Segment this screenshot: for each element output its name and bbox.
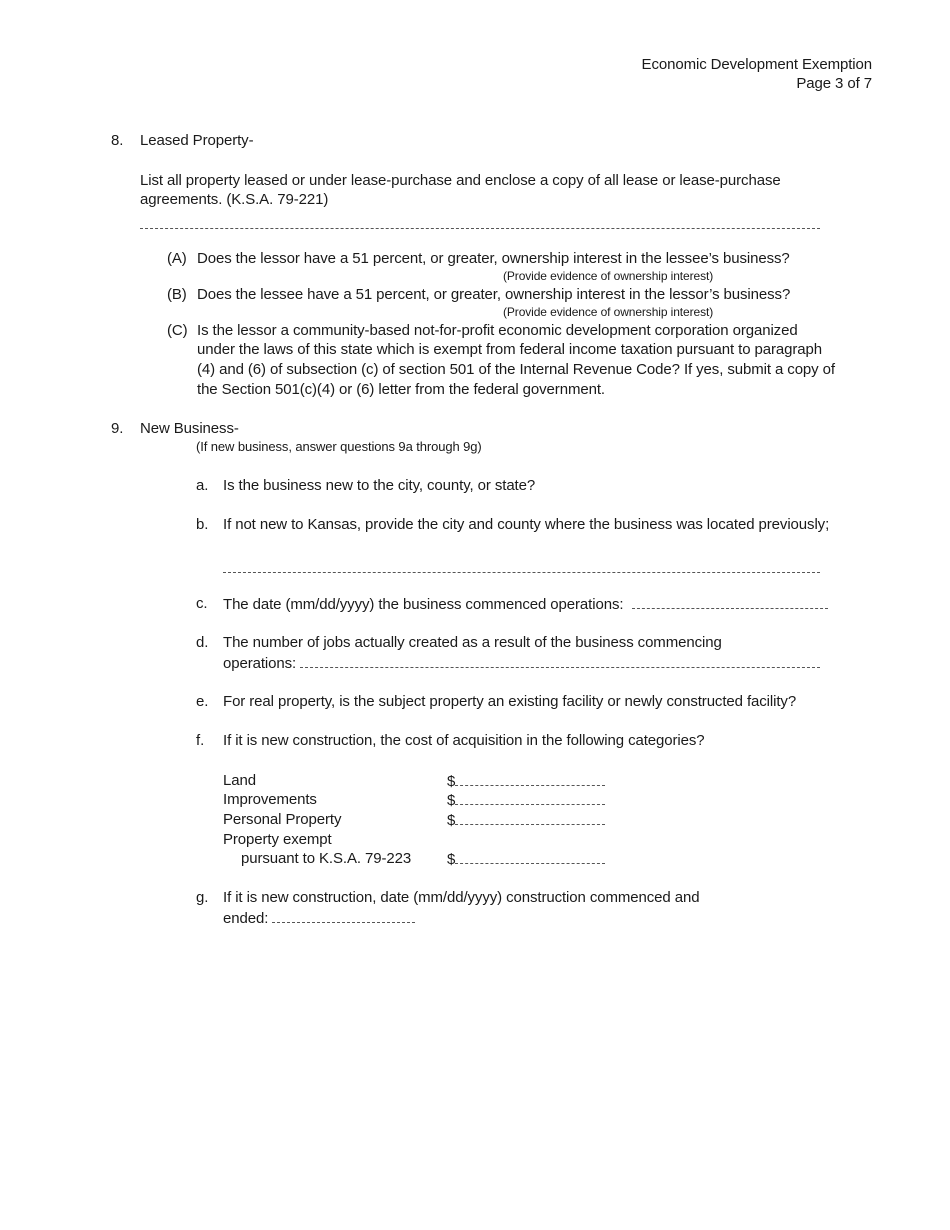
item-f-text: If it is new construction, the cost of acquisition in the following categories? (223, 732, 705, 749)
item-c-label: c. (196, 595, 208, 612)
item-e-text: For real property, is the subject property an existing facility or newly constructed facility? (223, 693, 797, 710)
question-c-text-line-1: Is the lessor a community-based not-for-profit economic development corporation organized (197, 322, 798, 339)
section-8-instruction-line-2: agreements. (K.S.A. 79-221) (140, 191, 329, 208)
question-a-text: Does the lessor have a 51 percent, or greater, ownership interest in the lessee’s business? (197, 250, 790, 267)
item-d-text-line-2: operations: (223, 655, 297, 672)
cost-land-row (447, 771, 605, 792)
cost-exempt-row (447, 849, 605, 870)
personal-property-cost-field[interactable] (455, 810, 605, 825)
question-b-label: (B) (167, 286, 187, 303)
construction-dates-field[interactable] (272, 908, 415, 923)
item-g-row (223, 908, 415, 929)
question-b-text: Does the lessee have a 51 percent, or greater, ownership interest in the lessor’s business? (197, 286, 791, 303)
item-a-text: Is the business new to the city, county, or state? (223, 477, 536, 494)
section-8-instruction-line-1: List all property leased or under lease-purchase and enclose a copy of all lease or lease-purchase (140, 172, 781, 189)
land-cost-field[interactable] (455, 771, 605, 786)
question-a-note: (Provide evidence of ownership interest) (503, 269, 714, 283)
item-c-row (223, 594, 828, 615)
exempt-property-cost-field[interactable] (455, 849, 605, 864)
question-a-label: (A) (167, 250, 187, 267)
commenced-date-field[interactable] (632, 594, 828, 609)
item-f-label: f. (196, 732, 205, 749)
cost-personal-row (447, 810, 605, 831)
dollar-sign: $ (447, 773, 456, 790)
cost-personal-property-label: Personal Property (223, 811, 342, 828)
previous-location-line[interactable] (223, 572, 820, 573)
item-e-label: e. (196, 693, 209, 710)
item-g-label: g. (196, 889, 209, 906)
cost-exempt-label-line-1: Property exempt (223, 831, 332, 848)
item-d-row (223, 653, 820, 674)
question-c-text-line-4: the Section 501(c)(4) or (6) letter from the federal government. (197, 381, 605, 398)
question-c-label: (C) (167, 322, 188, 339)
jobs-created-field[interactable] (300, 653, 820, 668)
section-9-note: (If new business, answer questions 9a through 9g) (196, 439, 482, 454)
item-g-text-line-2: ended: (223, 910, 269, 927)
section-9-title: New Business- (140, 420, 239, 437)
section-8-number: 8. (111, 132, 124, 149)
item-g-text-line-1: If it is new construction, date (mm/dd/yyyy) construction commenced and (223, 889, 700, 906)
cost-exempt-label-line-2: pursuant to K.S.A. 79-223 (241, 850, 412, 867)
document-title: Economic Development Exemption (641, 56, 872, 73)
dollar-sign: $ (447, 851, 456, 868)
question-b-note: (Provide evidence of ownership interest) (503, 305, 714, 319)
section-9-number: 9. (111, 420, 124, 437)
leased-property-answer-line[interactable] (140, 228, 820, 229)
item-a-label: a. (196, 477, 209, 494)
dollar-sign: $ (447, 812, 456, 829)
page-number: Page 3 of 7 (796, 75, 872, 92)
item-b-label: b. (196, 516, 209, 533)
cost-improvements-label: Improvements (223, 791, 317, 808)
improvements-cost-field[interactable] (455, 790, 605, 805)
item-c-text: The date (mm/dd/yyyy) the business commenced operations: (223, 596, 624, 613)
cost-improvements-row (447, 790, 605, 811)
item-d-label: d. (196, 634, 209, 651)
item-d-text-line-1: The number of jobs actually created as a result of the business commencing (223, 634, 722, 651)
question-c-text-line-3: (4) and (6) of subsection (c) of section 501 of the Internal Revenue Code? If yes, submit a copy of (197, 361, 835, 378)
dollar-sign: $ (447, 792, 456, 809)
cost-land-label: Land (223, 772, 256, 789)
item-b-text: If not new to Kansas, provide the city and county where the business was located previously; (223, 516, 830, 533)
question-c-text-line-2: under the laws of this state which is exempt from federal income taxation pursuant to paragraph (197, 341, 823, 358)
section-8-title: Leased Property- (140, 132, 254, 149)
